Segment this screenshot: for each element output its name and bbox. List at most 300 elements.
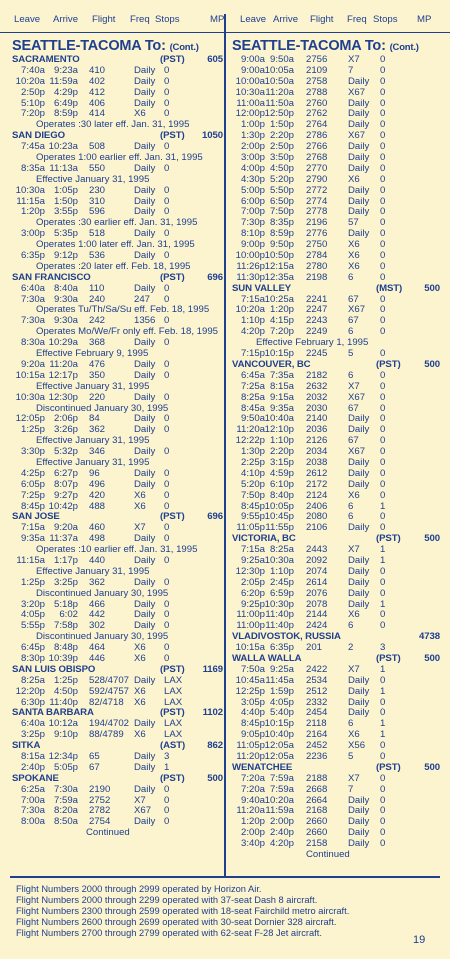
leave-time: 12:20p	[15, 685, 45, 697]
flight-number: 2758	[306, 75, 328, 87]
frequency: Daily	[348, 838, 370, 850]
frequency: Daily	[348, 696, 370, 708]
arrive-time: 11:20a	[265, 86, 294, 98]
destination-name: SACRAMENTO	[12, 54, 80, 65]
mileage-points: 1050	[202, 130, 223, 142]
leave-time: 6:30p	[20, 696, 45, 708]
leave-time: 11:26p	[236, 260, 265, 272]
mileage-points: 500	[424, 533, 440, 545]
leave-time: 11:20a	[236, 805, 265, 817]
frequency: Daily	[134, 576, 156, 588]
arrive-time: 10:42p	[48, 500, 78, 512]
frequency: X67	[348, 130, 366, 142]
stops: 0	[164, 500, 170, 512]
schedule-list-left	[12, 55, 224, 839]
flight-number: 2245	[306, 348, 328, 360]
flight-number: 82/4718	[89, 696, 124, 708]
arrive-time: 4:29p	[53, 86, 78, 98]
arrive-time: 12:10p	[264, 424, 294, 436]
leave-time: 1:20p	[240, 816, 265, 828]
schedule-note: Effective January 31, 1995	[36, 456, 150, 468]
stops: 0	[380, 576, 386, 588]
leave-time: 6:45a	[240, 369, 265, 381]
section-title	[12, 38, 224, 55]
flight-number: 2332	[306, 696, 328, 708]
stops: 0	[164, 554, 170, 566]
aircraft-notes	[16, 884, 436, 939]
footer-rule	[10, 876, 440, 878]
arrive-time: 6:10p	[269, 478, 294, 490]
stops: 0	[164, 293, 170, 305]
leave-time: 6:40a	[20, 282, 45, 294]
leave-time: 10:20a	[15, 75, 45, 87]
stops: LAX	[164, 718, 183, 730]
flight-number: 2422	[306, 663, 328, 675]
flight-number: 2078	[306, 598, 328, 610]
left-column	[12, 38, 224, 839]
flight-number: 2774	[306, 195, 328, 207]
arrive-time: 7:59a	[53, 794, 78, 806]
leave-time: 9:05p	[240, 729, 265, 741]
flight-number: 2756	[306, 54, 328, 65]
frequency: X6	[134, 652, 146, 664]
schedule-note: Effective February 9, 1995	[36, 348, 149, 360]
leave-time: 9:25a	[240, 554, 265, 566]
stops: 0	[164, 369, 170, 381]
arrive-time: 4:15p	[269, 315, 294, 327]
frequency: X7	[348, 54, 360, 65]
flight-row	[12, 730, 224, 741]
frequency: Daily	[348, 685, 370, 697]
arrive-time: 8:50a	[53, 816, 78, 828]
frequency: 67	[348, 293, 359, 305]
stops: 0	[164, 391, 170, 403]
stops: 0	[164, 533, 170, 545]
arrive-time: 1:25p	[53, 674, 78, 686]
arrive-time: 4:50p	[269, 162, 294, 174]
stops: 0	[380, 772, 386, 784]
frequency: Daily	[348, 554, 370, 566]
frequency: Daily	[134, 206, 156, 218]
arrive-time: 6:02	[59, 609, 78, 621]
flight-number: 412	[89, 86, 106, 98]
flight-row	[232, 88, 444, 99]
flight-row	[232, 480, 444, 491]
arrive-time: 8:40p	[269, 489, 294, 501]
leave-time: 6:40a	[20, 718, 45, 730]
flight-row	[232, 382, 444, 393]
leave-time: 12:00p	[235, 108, 265, 120]
stops: 0	[164, 478, 170, 490]
stops: 0	[164, 64, 170, 76]
leave-time: 9:35a	[20, 533, 45, 545]
arrive-time: 6:50p	[269, 195, 294, 207]
frequency: X7	[348, 544, 360, 556]
arrive-time: 8:59p	[53, 108, 78, 120]
leave-time: 5:20p	[240, 478, 265, 490]
leave-time: 1:30p	[240, 446, 265, 458]
stops: 0	[164, 108, 170, 120]
frequency: Daily	[134, 816, 156, 828]
frequency: Daily	[348, 413, 370, 425]
flight-number: 230	[89, 184, 106, 196]
leave-time: 8:15a	[20, 751, 45, 762]
stops: 0	[380, 141, 386, 153]
arrive-time: 5:35p	[53, 228, 78, 240]
leave-time: 11:15a	[16, 554, 45, 566]
mileage-points: 1102	[202, 707, 223, 719]
frequency: Daily	[348, 108, 370, 120]
mileage-points: 500	[424, 761, 440, 773]
frequency: X6	[348, 609, 360, 621]
stops: 0	[164, 337, 170, 349]
header-arrive: Arrive	[273, 14, 299, 25]
destination-header	[232, 284, 444, 295]
flight-number: 2454	[306, 707, 328, 719]
destination-name: SUN VALLEY	[232, 282, 292, 294]
arrive-time: 11:59a	[265, 805, 294, 817]
flight-number: 2241	[306, 293, 328, 305]
leave-time: 11:00p	[236, 620, 265, 632]
frequency: Daily	[134, 358, 156, 370]
arrive-time: 7:30a	[53, 783, 78, 795]
arrive-time: 3:15p	[269, 456, 294, 468]
frequency: Daily	[348, 576, 370, 588]
frequency: Daily	[134, 337, 156, 349]
stops: 0	[380, 456, 386, 468]
frequency: 5	[348, 751, 354, 762]
stops: 0	[380, 413, 386, 425]
leave-time: 7:15p	[240, 348, 265, 360]
leave-time: 10:30a	[15, 184, 45, 196]
frequency: Daily	[348, 228, 370, 240]
leave-time: 12:25p	[235, 685, 265, 697]
arrive-time: 5:18p	[53, 598, 78, 610]
leave-time: 2:00p	[240, 141, 265, 153]
stops: 0	[380, 391, 386, 403]
stops: 0	[380, 206, 386, 218]
leave-time: 10:30a	[15, 391, 45, 403]
flight-number: 65	[89, 751, 100, 762]
stops: 0	[380, 435, 386, 447]
stops: 0	[380, 380, 386, 392]
frequency: Daily	[348, 522, 370, 534]
leave-time: 9:00a	[240, 64, 265, 76]
arrive-time: 4:05p	[269, 696, 294, 708]
leave-time: 9:25p	[240, 598, 265, 610]
flight-number: 2198	[306, 271, 328, 283]
leave-time: 7:30a	[20, 315, 45, 327]
schedule-note: Operates :30 earlier eff. Jan. 31, 1995	[36, 217, 198, 229]
leave-time: 4:25p	[20, 467, 45, 479]
frequency: 67	[348, 435, 359, 447]
frequency: X6	[134, 108, 146, 120]
column-divider	[224, 14, 226, 876]
schedule-note: Operates 1:00 earlier eff. Jan. 31, 1995	[36, 152, 203, 164]
flight-number: 2109	[306, 64, 328, 76]
schedule-note: Effective February 1, 1995	[256, 337, 369, 349]
stops: 0	[164, 783, 170, 795]
arrive-time: 8:07p	[53, 478, 78, 490]
continued-label: Continued	[86, 827, 130, 839]
flight-number: 362	[89, 576, 106, 588]
flight-number: 346	[89, 446, 106, 458]
frequency: 2	[348, 642, 354, 654]
frequency: Daily	[134, 250, 156, 262]
arrive-time: 7:59a	[269, 783, 294, 795]
arrive-time: 12:05a	[264, 751, 294, 762]
destination-name: SITKA	[12, 740, 41, 752]
leave-time: 9:20a	[20, 358, 45, 370]
flight-number: 518	[89, 228, 106, 240]
arrive-time: 2:45p	[269, 576, 294, 588]
arrive-time: 10:23a	[48, 141, 78, 153]
stops: 0	[164, 184, 170, 196]
flight-row	[12, 578, 224, 589]
arrive-time: 1:10p	[269, 565, 294, 577]
stops: 0	[380, 783, 386, 795]
flight-number: 460	[89, 522, 106, 534]
stops: 0	[380, 217, 386, 229]
arrive-time: 1:59p	[269, 685, 294, 697]
flight-number: 2768	[306, 152, 328, 164]
stops: 0	[380, 827, 386, 839]
footnote: Flight Numbers 2300 through 2599 operated with 18-seat Fairchild metro aircraft.	[16, 906, 350, 916]
leave-time: 10:00p	[235, 250, 265, 262]
leave-time: 2:05p	[240, 576, 265, 588]
frequency: Daily	[134, 413, 156, 425]
flight-number: 67	[89, 761, 100, 773]
frequency: 6	[348, 620, 354, 632]
stops: 0	[164, 522, 170, 534]
time-zone: (PST)	[160, 707, 185, 719]
flight-number: 2424	[306, 620, 328, 632]
flight-number: 2247	[306, 304, 328, 316]
stops: 0	[380, 293, 386, 305]
stops: 0	[380, 173, 386, 185]
flight-number: 2182	[306, 369, 328, 381]
frequency: Daily	[134, 467, 156, 479]
frequency: 6	[348, 326, 354, 338]
stops: 0	[380, 250, 386, 262]
leave-time: 4:20p	[240, 326, 265, 338]
continued-label: Continued	[306, 849, 350, 861]
frequency: 67	[348, 402, 359, 414]
stops: 0	[164, 86, 170, 98]
leave-time: 10:45a	[235, 674, 265, 686]
frequency: 6	[348, 369, 354, 381]
flight-number: 2754	[89, 816, 111, 828]
leave-time: 7:00p	[240, 206, 265, 218]
frequency: X6	[134, 642, 146, 654]
arrive-time: 10:50p	[264, 250, 294, 262]
flight-row	[12, 88, 224, 99]
frequency: X6	[348, 729, 360, 741]
arrive-time: 5:20p	[269, 173, 294, 185]
arrive-time: 2:00p	[269, 816, 294, 828]
frequency: X6	[348, 489, 360, 501]
leave-time: 6:45p	[20, 642, 45, 654]
mileage-points: 696	[207, 511, 223, 523]
flight-row	[232, 491, 444, 502]
arrive-time: 1:17p	[53, 554, 78, 566]
flight-number: 410	[89, 64, 106, 76]
arrive-time: 6:59p	[269, 587, 294, 599]
leave-time: 1:30p	[240, 130, 265, 142]
stops: LAX	[164, 685, 183, 697]
flight-row	[232, 393, 444, 404]
frequency: 67	[348, 315, 359, 327]
flight-number: 488	[89, 500, 106, 512]
flight-number: 2124	[306, 489, 328, 501]
leave-time: 11:00a	[236, 97, 265, 109]
arrive-time: 10:05p	[264, 500, 294, 512]
stops: 0	[380, 119, 386, 131]
frequency: Daily	[348, 794, 370, 806]
frequency: Daily	[134, 674, 156, 686]
stops: 0	[380, 794, 386, 806]
stops: 0	[164, 250, 170, 262]
frequency: Daily	[348, 75, 370, 87]
arrive-time: 10:15p	[264, 348, 294, 360]
flight-row	[232, 687, 444, 698]
arrive-time: 5:05p	[53, 761, 78, 773]
flight-number: 2406	[306, 500, 328, 512]
leave-time: 8:45a	[240, 402, 265, 414]
flight-number: 2036	[306, 424, 328, 436]
flight-number: 2092	[306, 554, 328, 566]
flight-number: 2168	[306, 805, 328, 817]
arrive-time: 1:20p	[269, 304, 294, 316]
time-zone: (MST)	[376, 282, 403, 294]
stops: 0	[380, 108, 386, 120]
frequency: Daily	[348, 184, 370, 196]
time-zone: (PST)	[160, 663, 185, 675]
flight-number: 2190	[89, 783, 111, 795]
frequency: Daily	[348, 674, 370, 686]
flight-number: 2512	[306, 685, 328, 697]
leave-time: 7:15a	[240, 544, 265, 556]
leave-time: 6:25a	[20, 783, 45, 795]
time-zone: (PST)	[376, 652, 401, 664]
header-mp: MP	[210, 14, 225, 25]
arrive-time: 7:20p	[269, 326, 294, 338]
leave-time: 5:55p	[20, 620, 45, 632]
mileage-points: 1169	[202, 663, 223, 675]
stops: 0	[380, 304, 386, 316]
stops: LAX	[164, 729, 183, 741]
arrive-time: 2:50p	[269, 141, 294, 153]
arrive-time: 1:50p	[269, 119, 294, 131]
arrive-time: 1:10p	[269, 435, 294, 447]
stops: LAX	[164, 674, 183, 686]
arrive-time: 4:59p	[269, 467, 294, 479]
stops: 0	[380, 620, 386, 632]
stops: 0	[380, 696, 386, 708]
arrive-time: 9:27p	[53, 489, 78, 501]
leave-time: 11:05p	[236, 740, 265, 752]
leave-time: 5:00p	[240, 184, 265, 196]
arrive-time: 10:40p	[264, 729, 294, 741]
leave-time: 7:50a	[240, 663, 265, 675]
mileage-points: 696	[207, 271, 223, 283]
stops: 0	[380, 478, 386, 490]
schedule-note: Effective January 31, 1995	[36, 173, 150, 185]
flight-number: 2188	[306, 772, 328, 784]
flight-number: 406	[89, 97, 106, 109]
stops: 0	[380, 86, 386, 98]
leave-time: 7:20a	[240, 772, 265, 784]
flight-number: 2249	[306, 326, 328, 338]
arrive-time: 2:40p	[269, 827, 294, 839]
header-stops: Stops	[373, 14, 398, 25]
mileage-points: 605	[207, 54, 223, 65]
arrive-time: 2:06p	[53, 413, 78, 425]
leave-time: 2:40p	[20, 761, 45, 773]
flight-row	[232, 785, 444, 796]
stops: 0	[164, 413, 170, 425]
flight-number: 84	[89, 413, 100, 425]
flight-number: 2140	[306, 413, 328, 425]
stops: 0	[380, 315, 386, 327]
stops: 0	[164, 576, 170, 588]
time-zone: (PST)	[160, 511, 185, 523]
leave-time: 4:30p	[240, 173, 265, 185]
frequency: X6	[348, 239, 360, 251]
flight-number: 2660	[306, 816, 328, 828]
arrive-time: 8:59p	[269, 228, 294, 240]
leave-time: 12:30p	[235, 565, 265, 577]
schedule-note: Effective January 31, 1995	[36, 435, 150, 447]
leave-time: 3:05p	[240, 696, 265, 708]
stops: 3	[380, 642, 386, 654]
flight-row	[12, 491, 224, 502]
header-mp: MP	[417, 14, 432, 25]
flight-number: 2770	[306, 162, 328, 174]
flight-number: 88/4789	[89, 729, 124, 741]
flight-number: 2452	[306, 740, 328, 752]
flight-number: 362	[89, 424, 106, 436]
arrive-time: 12:35a	[264, 271, 294, 283]
frequency: Daily	[348, 424, 370, 436]
flight-number: 2236	[306, 751, 328, 762]
stops: 0	[380, 239, 386, 251]
flight-number: 2534	[306, 674, 328, 686]
origin-title: SEATTLE-TACOMA To:	[232, 38, 386, 54]
frequency: X6	[134, 489, 146, 501]
stops: 0	[380, 674, 386, 686]
leave-time: 11:05p	[236, 522, 265, 534]
stops: 1	[380, 729, 386, 741]
header-stops: Stops	[155, 14, 180, 25]
leave-time: 6:35p	[20, 250, 45, 262]
arrive-time: 5:50p	[269, 184, 294, 196]
leave-time: 11:20a	[236, 424, 265, 436]
destination-name: WALLA WALLA	[232, 652, 302, 664]
flight-number: 2764	[306, 119, 328, 131]
destination-name: VICTORIA, BC	[232, 533, 296, 545]
arrive-time: 10:29a	[48, 337, 78, 349]
frequency: X6	[134, 500, 146, 512]
column-header-right	[240, 14, 445, 28]
stops: 0	[380, 75, 386, 87]
flight-number: 2632	[306, 380, 328, 392]
leave-time: 10:30a	[235, 86, 265, 98]
footnote: Flight Numbers 2000 through 2999 operated by Horizon Air.	[16, 884, 262, 894]
flight-number: 194/4702	[89, 718, 130, 730]
frequency: 1356	[134, 315, 156, 327]
flight-row	[232, 589, 444, 600]
